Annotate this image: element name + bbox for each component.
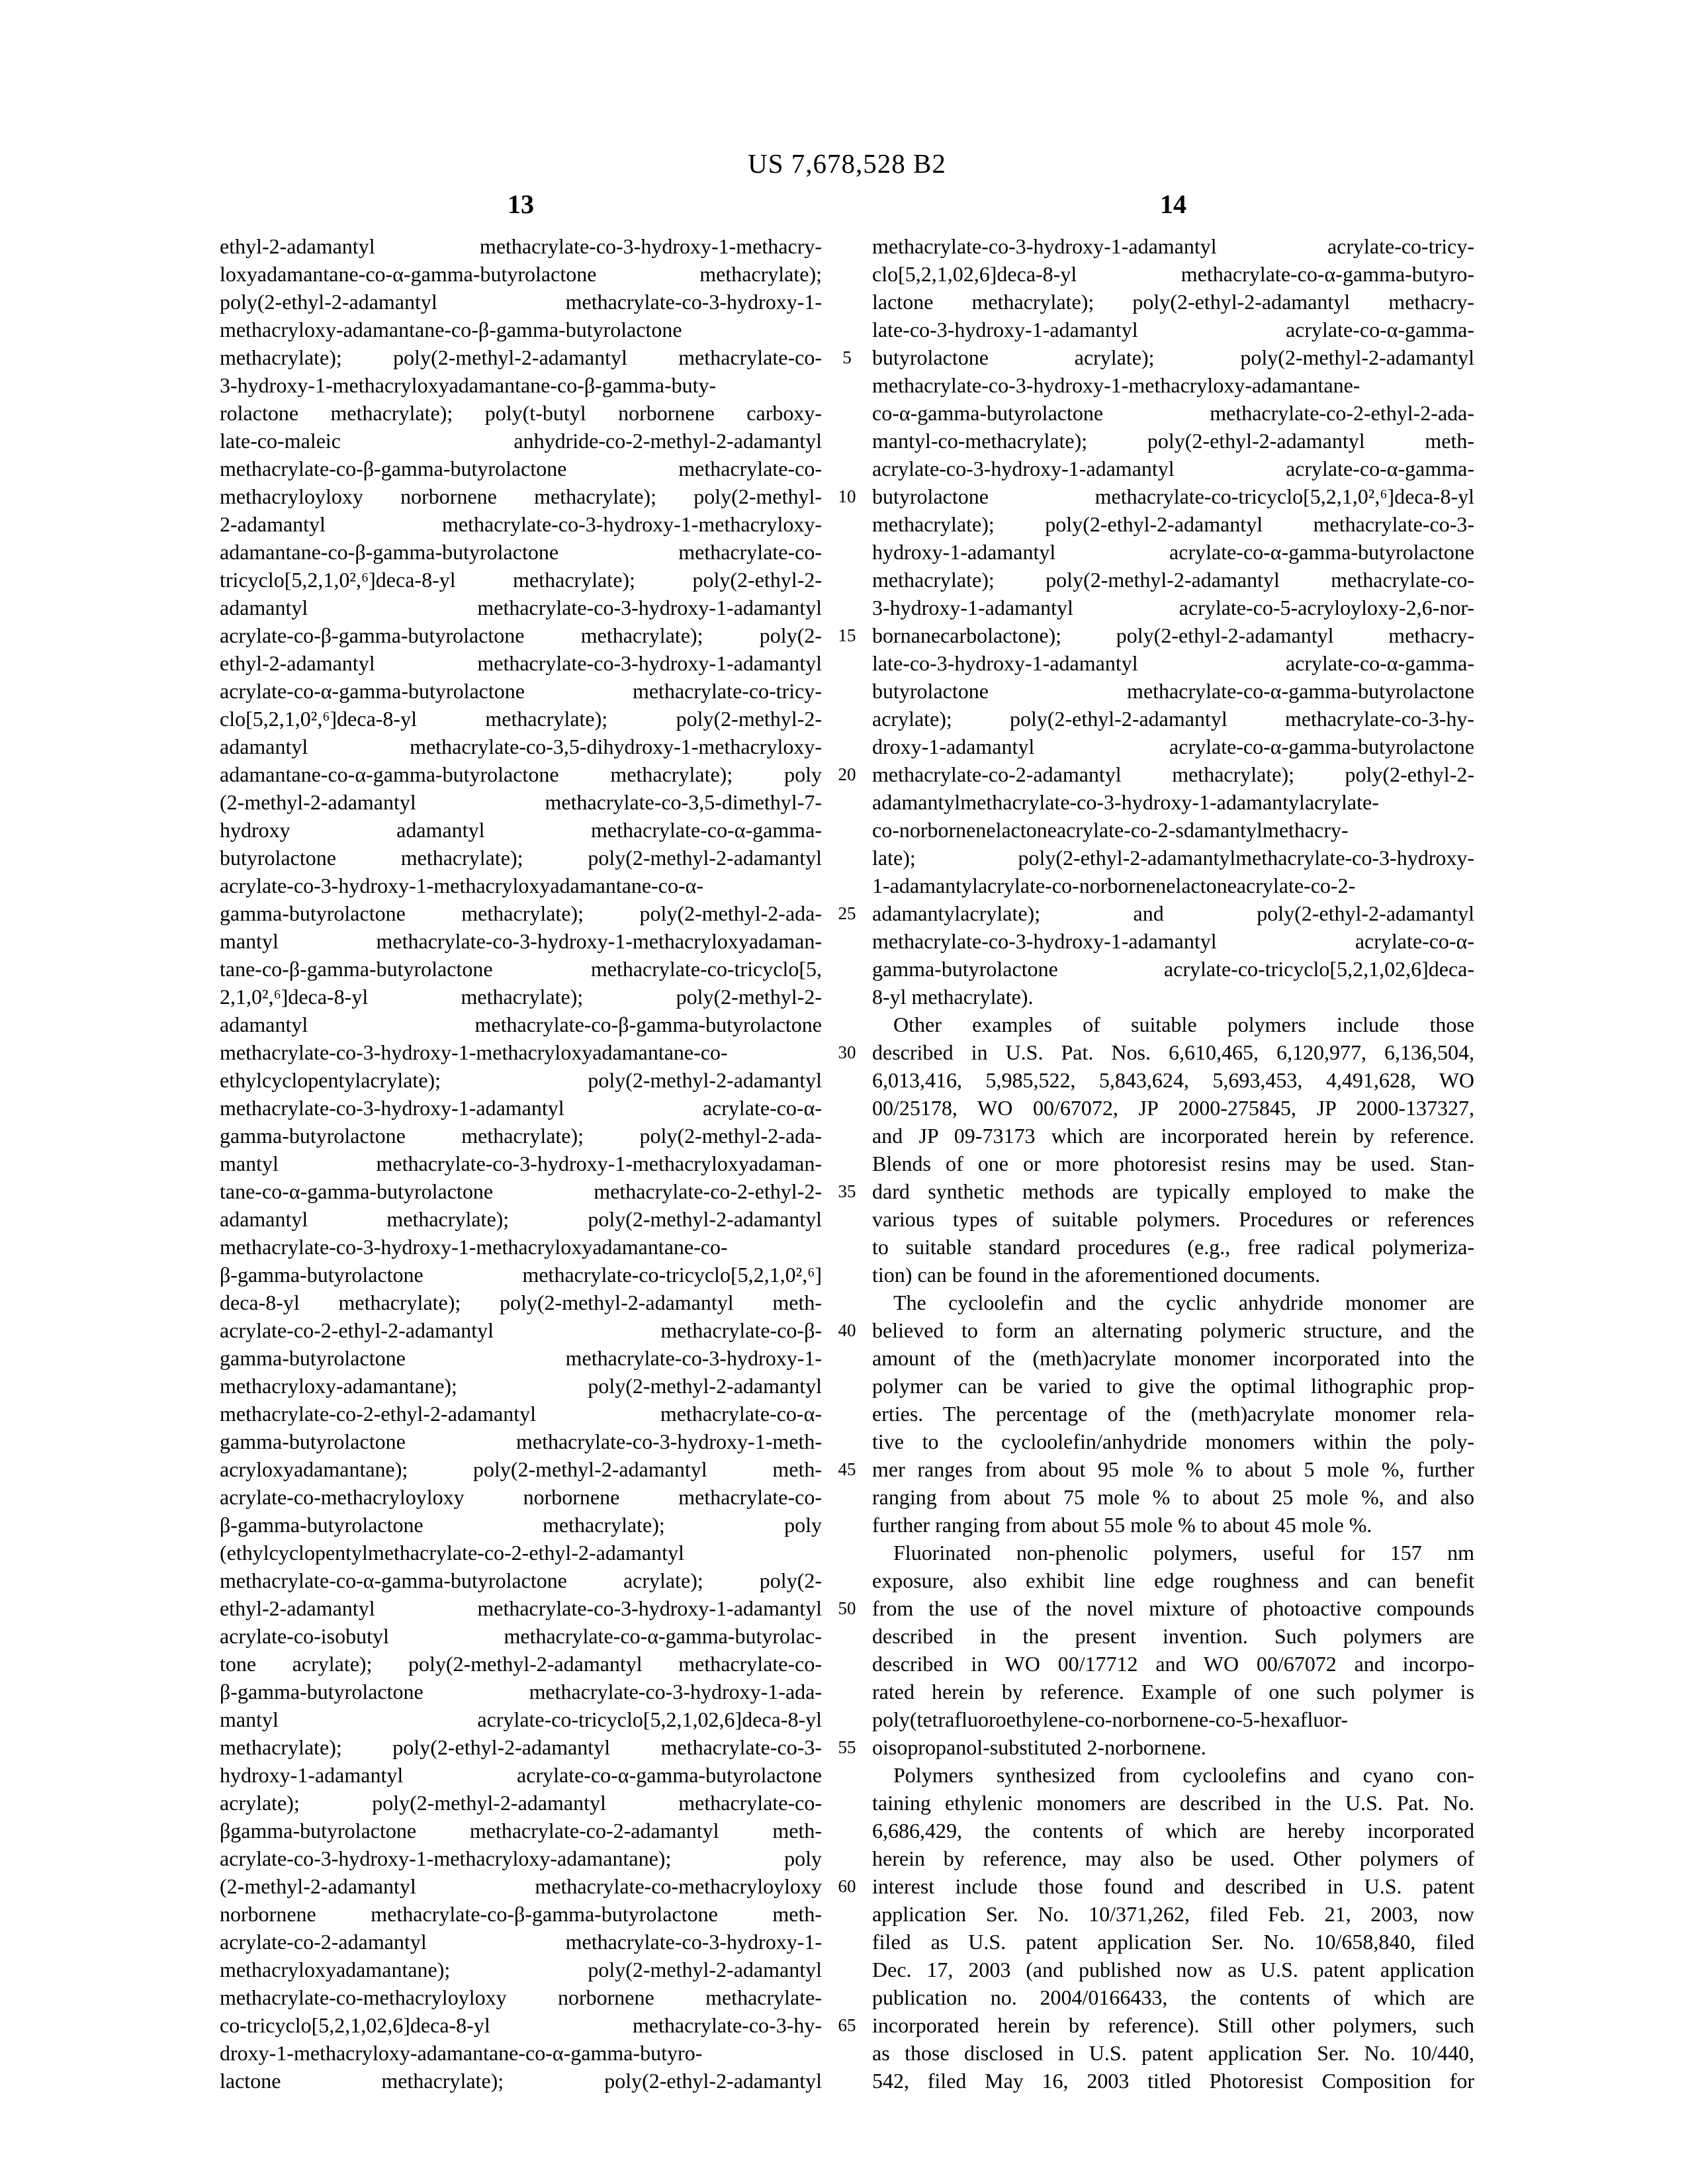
text-line: Polymers synthesized from cycloolefins and cyano con- xyxy=(872,1763,1474,1787)
line-number xyxy=(822,455,872,482)
text-line: ethyl-2-adamantyl methacrylate-co-3-hydroxy-1-methacry- xyxy=(220,234,822,258)
text-line: clo[5,2,1,0²,⁶]deca-8-yl methacrylate); poly(2-methyl-2- xyxy=(220,707,822,731)
line-number: 20 xyxy=(838,764,856,784)
line-number: 65 xyxy=(838,2015,856,2035)
text-line: described in U.S. Pat. Nos. 6,610,465, 6,120,977, 6,136,504, xyxy=(872,1040,1474,1064)
line-number xyxy=(822,1900,872,1928)
line-number xyxy=(822,1539,872,1567)
text-line: adamantyl methacrylate-co-3-hydroxy-1-adamantyl xyxy=(220,596,822,619)
column-number-14: 14 xyxy=(1160,189,1186,219)
line-number xyxy=(822,1956,872,1983)
line-number xyxy=(822,1011,872,1038)
text-line: mantyl acrylate-co-tricyclo[5,2,1,02,6]deca-8-yl xyxy=(220,1707,822,1731)
line-number xyxy=(822,788,872,816)
line-number xyxy=(822,1650,872,1678)
text-line: droxy-1-adamantyl acrylate-co-α-gamma-butyrolactone xyxy=(872,735,1474,758)
text-line: mantyl methacrylate-co-3-hydroxy-1-methacryloxyadaman- xyxy=(220,1152,822,1175)
text-line: acrylate-co-3-hydroxy-1-methacryloxy-adamantane); poly xyxy=(220,1846,822,1870)
text-line: Other examples of suitable polymers include those xyxy=(872,1013,1474,1036)
text-line: 6,686,429, the contents of which are hereby incorporated xyxy=(872,1819,1474,1843)
text-line: ranging from about 75 mole % to about 25 mole %, and also xyxy=(872,1485,1474,1509)
line-number xyxy=(822,1066,872,1094)
text-line: application Ser. No. 10/371,262, filed Feb. 21, 2003, now xyxy=(872,1902,1474,1926)
text-line: adamantane-co-β-gamma-butyrolactone methacrylate-co- xyxy=(220,540,822,564)
text-line: exposure, also exhibit line edge roughness and can benefit xyxy=(872,1569,1474,1592)
text-line: β-gamma-butyrolactone methacrylate-co-3-hydroxy-1-ada- xyxy=(220,1680,822,1704)
text-line: acrylate); poly(2-ethyl-2-adamantyl methacrylate-co-3-hy- xyxy=(872,707,1474,731)
line-number-gutter xyxy=(822,232,872,2095)
text-line: The cycloolefin and the cyclic anhydride monomer are xyxy=(872,1291,1474,1314)
text-line: Dec. 17, 2003 (and published now as U.S. patent application xyxy=(872,1958,1474,1981)
text-line: deca-8-yl methacrylate); poly(2-methyl-2-adamantyl meth- xyxy=(220,1291,822,1314)
text-line: hydroxy-1-adamantyl acrylate-co-α-gamma-butyrolactone xyxy=(872,540,1474,564)
text-line: loxyadamantane-co-α-gamma-butyrolactone methacrylate); xyxy=(220,262,822,286)
line-number: 50 xyxy=(838,1598,856,1618)
line-number xyxy=(822,983,872,1011)
line-number xyxy=(822,1344,872,1372)
text-line: butyrolactone acrylate); poly(2-methyl-2-adamantyl xyxy=(872,345,1474,369)
text-line: butyrolactone methacrylate); poly(2-methyl-2-adamantyl xyxy=(220,846,822,870)
text-line: various types of suitable polymers. Procedures or references xyxy=(872,1207,1474,1231)
line-number xyxy=(822,733,872,760)
text-line: norbornene methacrylate-co-β-gamma-butyrolactone meth- xyxy=(220,1902,822,1926)
text-line: methacrylate-co-3-hydroxy-1-methacryloxy-adamantane- xyxy=(872,373,1360,397)
line-number: 5 xyxy=(842,347,852,367)
text-line: clo[5,2,1,02,6]deca-8-yl methacrylate-co-α-gamma-butyro- xyxy=(872,262,1474,286)
line-number xyxy=(822,594,872,621)
text-line: acrylate-co-methacryloyloxy norbornene methacrylate-co- xyxy=(220,1485,822,1509)
text-line: methacrylate-co-β-gamma-butyrolactone methacrylate-co- xyxy=(220,457,822,480)
text-line: adamantyl methacrylate-co-β-gamma-butyrolactone xyxy=(220,1013,822,1036)
line-number xyxy=(822,1094,872,1122)
text-line: erties. The percentage of the (meth)acrylate monomer rela- xyxy=(872,1402,1474,1426)
text-line: methacrylate-co-3-hydroxy-1-adamantyl acrylate-co-tricy- xyxy=(872,234,1474,258)
line-number xyxy=(822,1928,872,1956)
line-number xyxy=(822,1761,872,1789)
text-line: Fluorinated non-phenolic polymers, useful for 157 nm xyxy=(872,1541,1474,1565)
line-number xyxy=(822,1400,872,1428)
text-line: rolactone methacrylate); poly(t-butyl norbornene carboxy- xyxy=(220,401,822,425)
text-line: tion) can be found in the aforementioned documents. xyxy=(872,1263,1321,1287)
text-line: late-co-3-hydroxy-1-adamantyl acrylate-co-α-gamma- xyxy=(872,318,1474,341)
line-number xyxy=(822,1983,872,2011)
text-line: methacrylate-co-methacryloyloxy norbornene methacrylate- xyxy=(220,1985,822,2009)
text-line: oisopropanol-substituted 2-norbornene. xyxy=(872,1735,1206,1759)
text-line: 6,013,416, 5,985,522, 5,843,624, 5,693,453, 4,491,628, WO xyxy=(872,1068,1474,1092)
text-line: methacrylate); poly(2-ethyl-2-adamantyl methacrylate-co-3- xyxy=(220,1735,822,1759)
line-number: 55 xyxy=(838,1737,856,1757)
text-line: gamma-butyrolactone methacrylate); poly(2-methyl-2-ada- xyxy=(220,901,822,925)
text-line: Blends of one or more photoresist resins may be used. Stan- xyxy=(872,1152,1474,1175)
line-number xyxy=(822,1511,872,1539)
text-line: gamma-butyrolactone methacrylate-co-3-hydroxy-1- xyxy=(220,1346,822,1370)
text-line: butyrolactone methacrylate-co-tricyclo[5,2,1,0²,⁶]deca-8-yl xyxy=(872,484,1474,508)
text-line: methacryloxyadamantane); poly(2-methyl-2-adamantyl xyxy=(220,1958,822,1981)
line-number xyxy=(822,538,872,566)
text-line: ethylcyclopentylacrylate); poly(2-methyl-2-adamantyl xyxy=(220,1068,822,1092)
patent-number-header: US 7,678,528 B2 xyxy=(748,148,946,179)
line-number: 35 xyxy=(838,1181,856,1201)
line-number xyxy=(822,1622,872,1650)
line-number xyxy=(822,1122,872,1150)
text-line: mantyl-co-methacrylate); poly(2-ethyl-2-adamantyl meth- xyxy=(872,429,1474,453)
text-line: herein by reference, may also be used. Other polymers of xyxy=(872,1846,1474,1870)
text-line: ethyl-2-adamantyl methacrylate-co-3-hydroxy-1-adamantyl xyxy=(220,1596,822,1620)
line-number xyxy=(822,316,872,343)
text-line: 00/25178, WO 00/67072, JP 2000-275845, JP 2000-137327, xyxy=(872,1096,1474,1120)
text-line: 3-hydroxy-1-adamantyl acrylate-co-5-acryloyloxy-2,6-nor- xyxy=(872,596,1474,619)
line-number xyxy=(822,844,872,872)
line-number: 10 xyxy=(838,486,856,506)
text-line: 2,1,0²,⁶]deca-8-yl methacrylate); poly(2-methyl-2- xyxy=(220,985,822,1009)
text-line: methacryloxy-adamantane-co-β-gamma-butyrolactone xyxy=(220,318,682,341)
column-14-text xyxy=(872,232,1474,2095)
line-number xyxy=(822,955,872,983)
text-line: to suitable standard procedures (e.g., free radical polymeriza- xyxy=(872,1235,1474,1259)
line-number: 30 xyxy=(838,1042,856,1062)
text-line: filed as U.S. patent application Ser. No. 10/658,840, filed xyxy=(872,1930,1474,1954)
line-number xyxy=(822,1205,872,1233)
text-line: ethyl-2-adamantyl methacrylate-co-3-hydroxy-1-adamantyl xyxy=(220,651,822,675)
text-line: mantyl methacrylate-co-3-hydroxy-1-methacryloxyadaman- xyxy=(220,929,822,953)
line-number: 40 xyxy=(838,1320,856,1340)
line-number xyxy=(822,2067,872,2095)
text-line: tane-co-α-gamma-butyrolactone methacrylate-co-2-ethyl-2- xyxy=(220,1179,822,1203)
line-number: 45 xyxy=(838,1459,856,1479)
text-line: (2-methyl-2-adamantyl methacrylate-co-methacryloyloxy xyxy=(220,1874,822,1898)
text-line: tane-co-β-gamma-butyrolactone methacrylate-co-tricyclo[5, xyxy=(220,957,822,981)
text-line: late-co-3-hydroxy-1-adamantyl acrylate-co-α-gamma- xyxy=(872,651,1474,675)
text-line: acrylate-co-3-hydroxy-1-adamantyl acrylate-co-α-gamma- xyxy=(872,457,1474,480)
text-line: bornanecarbolactone); poly(2-ethyl-2-adamantyl methacry- xyxy=(872,623,1474,647)
text-line: mer ranges from about 95 mole % to about 5 mole %, further xyxy=(872,1457,1474,1481)
text-line: described in the present invention. Such polymers are xyxy=(872,1624,1474,1648)
text-line: adamantyl methacrylate); poly(2-methyl-2-adamantyl xyxy=(220,1207,822,1231)
line-number xyxy=(822,1789,872,1817)
text-line: methacrylate-co-3-hydroxy-1-methacryloxyadamantane-co- xyxy=(220,1040,728,1064)
text-line: tone acrylate); poly(2-methyl-2-adamantyl methacrylate-co- xyxy=(220,1652,822,1676)
line-number xyxy=(822,1233,872,1261)
text-line: methacryloxy-adamantane); poly(2-methyl-2-adamantyl xyxy=(220,1374,822,1398)
text-line: acrylate-co-isobutyl methacrylate-co-α-gamma-butyrolac- xyxy=(220,1624,822,1648)
text-line: acrylate-co-2-adamantyl methacrylate-co-3-hydroxy-1- xyxy=(220,1930,822,1954)
text-line: and JP 09-73173 which are incorporated herein by reference. xyxy=(872,1124,1474,1148)
text-line: acrylate-co-2-ethyl-2-adamantyl methacrylate-co-β- xyxy=(220,1318,822,1342)
text-line: methacryloyloxy norbornene methacrylate); poly(2-methyl- xyxy=(220,484,822,508)
text-line: adamantylacrylate); and poly(2-ethyl-2-adamantyl xyxy=(872,901,1474,925)
text-line: βgamma-butyrolactone methacrylate-co-2-adamantyl meth- xyxy=(220,1819,822,1843)
text-line: 1-adamantylacrylate-co-norbornenelactoneacrylate-co-2- xyxy=(872,874,1356,897)
text-line: methacrylate-co-3-hydroxy-1-methacryloxyadamantane-co- xyxy=(220,1235,728,1259)
line-number xyxy=(822,677,872,705)
line-number xyxy=(822,649,872,677)
text-line: 3-hydroxy-1-methacryloxyadamantane-co-β-gamma-buty- xyxy=(220,373,717,397)
text-line: amount of the (meth)acrylate monomer incorporated into the xyxy=(872,1346,1474,1370)
text-line: described in WO 00/17712 and WO 00/67072 and incorpo- xyxy=(872,1652,1474,1676)
text-line: acrylate-co-β-gamma-butyrolactone methacrylate); poly(2- xyxy=(220,623,822,647)
text-line: as those disclosed in U.S. patent application Ser. No. 10/440, xyxy=(872,2041,1474,2065)
line-number xyxy=(822,816,872,844)
line-number xyxy=(822,260,872,288)
line-number xyxy=(822,1844,872,1872)
line-number xyxy=(822,510,872,538)
text-line: co-α-gamma-butyrolactone methacrylate-co-2-ethyl-2-ada- xyxy=(872,401,1474,425)
text-line: adamantane-co-α-gamma-butyrolactone methacrylate); poly xyxy=(220,762,822,786)
text-line: late-co-maleic anhydride-co-2-methyl-2-adamantyl xyxy=(220,429,822,453)
column-13-text xyxy=(220,232,822,2095)
text-line: β-gamma-butyrolactone methacrylate); poly xyxy=(220,1513,822,1537)
text-line: further ranging from about 55 mole % to about 45 mole %. xyxy=(872,1513,1372,1537)
line-number xyxy=(822,288,872,316)
text-line: methacrylate-co-2-ethyl-2-adamantyl methacrylate-co-α- xyxy=(220,1402,822,1426)
text-line: believed to form an alternating polymeric structure, and the xyxy=(872,1318,1474,1342)
text-line: butyrolactone methacrylate-co-α-gamma-butyrolactone xyxy=(872,679,1474,703)
text-line: publication no. 2004/0166433, the contents of which are xyxy=(872,1985,1474,2009)
text-line: gamma-butyrolactone methacrylate-co-3-hydroxy-1-meth- xyxy=(220,1430,822,1453)
line-number xyxy=(822,1150,872,1177)
text-line: β-gamma-butyrolactone methacrylate-co-tricyclo[5,2,1,0²,⁶] xyxy=(220,1263,822,1287)
line-number: 15 xyxy=(838,625,856,645)
line-number xyxy=(822,1289,872,1316)
text-line: 542, filed May 16, 2003 titled Photoresist Composition for xyxy=(872,2069,1474,2093)
line-number xyxy=(822,1428,872,1455)
line-number xyxy=(822,2039,872,2067)
text-line: poly(2-ethyl-2-adamantyl methacrylate-co-3-hydroxy-1- xyxy=(220,290,822,314)
line-number xyxy=(822,232,872,260)
line-number xyxy=(822,872,872,899)
text-line: (ethylcyclopentylmethacrylate-co-2-ethyl-2-adamantyl xyxy=(220,1541,684,1565)
text-line: methacrylate-co-3-hydroxy-1-adamantyl acrylate-co-α- xyxy=(220,1096,822,1120)
text-line: gamma-butyrolactone acrylate-co-tricyclo[5,2,1,02,6]deca- xyxy=(872,957,1474,981)
line-number xyxy=(822,427,872,455)
text-line: (2-methyl-2-adamantyl methacrylate-co-3,5-dimethyl-7- xyxy=(220,790,822,814)
text-line: lactone methacrylate); poly(2-ethyl-2-adamantyl xyxy=(220,2069,822,2093)
text-line: taining ethylenic monomers are described in the U.S. Pat. No. xyxy=(872,1791,1474,1815)
line-number xyxy=(822,371,872,399)
column-number-13: 13 xyxy=(508,189,534,219)
text-line: methacrylate-co-3-hydroxy-1-adamantyl acrylate-co-α- xyxy=(872,929,1474,953)
line-number xyxy=(822,1678,872,1706)
text-line: adamantylmethacrylate-co-3-hydroxy-1-adamantylacrylate- xyxy=(872,790,1379,814)
text-line: acrylate-co-3-hydroxy-1-methacryloxyadamantane-co-α- xyxy=(220,874,704,897)
line-number xyxy=(822,1706,872,1733)
text-line: acrylate-co-α-gamma-butyrolactone methacrylate-co-tricy- xyxy=(220,679,822,703)
text-line: hydroxy-1-adamantyl acrylate-co-α-gamma-butyrolactone xyxy=(220,1763,822,1787)
text-line: lactone methacrylate); poly(2-ethyl-2-adamantyl methacry- xyxy=(872,290,1474,314)
line-number xyxy=(822,705,872,733)
text-line: acrylate); poly(2-methyl-2-adamantyl methacrylate-co- xyxy=(220,1791,822,1815)
text-line: methacrylate); poly(2-ethyl-2-adamantyl methacrylate-co-3- xyxy=(872,512,1474,536)
text-line: hydroxy adamantyl methacrylate-co-α-gamma- xyxy=(220,818,822,842)
text-line: co-tricyclo[5,2,1,02,6]deca-8-yl methacrylate-co-3-hy- xyxy=(220,2013,822,2037)
text-line: co-norbornenelactoneacrylate-co-2-sdamantylmethacry- xyxy=(872,818,1349,842)
text-line: methacrylate); poly(2-methyl-2-adamantyl methacrylate-co- xyxy=(872,568,1474,592)
line-number xyxy=(822,1817,872,1844)
line-number: 25 xyxy=(838,903,856,923)
line-number xyxy=(822,1261,872,1289)
text-line: tive to the cycloolefin/anhydride monomers within the poly- xyxy=(872,1430,1474,1453)
line-number xyxy=(822,399,872,427)
text-line: 8-yl methacrylate). xyxy=(872,985,1034,1009)
text-line: gamma-butyrolactone methacrylate); poly(2-methyl-2-ada- xyxy=(220,1124,822,1148)
text-line: late); poly(2-ethyl-2-adamantylmethacrylate-co-3-hydroxy- xyxy=(872,846,1474,870)
text-line: 2-adamantyl methacrylate-co-3-hydroxy-1-methacryloxy- xyxy=(220,512,822,536)
text-line: tricyclo[5,2,1,0²,⁶]deca-8-yl methacrylate); poly(2-ethyl-2- xyxy=(220,568,822,592)
text-line: interest include those found and described in U.S. patent xyxy=(872,1874,1474,1898)
text-line: methacrylate); poly(2-methyl-2-adamantyl methacrylate-co- xyxy=(220,345,822,369)
text-line: polymer can be varied to give the optimal lithographic prop- xyxy=(872,1374,1474,1398)
line-number: 60 xyxy=(838,1876,856,1896)
line-number xyxy=(822,566,872,594)
text-line: dard synthetic methods are typically employed to make the xyxy=(872,1179,1474,1203)
text-line: methacrylate-co-α-gamma-butyrolactone acrylate); poly(2- xyxy=(220,1569,822,1592)
line-number xyxy=(822,1567,872,1594)
text-line: adamantyl methacrylate-co-3,5-dihydroxy-1-methacryloxy- xyxy=(220,735,822,758)
text-line: poly(tetrafluoroethylene-co-norbornene-co-5-hexafluor- xyxy=(872,1707,1349,1731)
text-line: incorporated herein by reference). Still other polymers, such xyxy=(872,2013,1474,2037)
line-number xyxy=(822,1372,872,1400)
text-line: acryloxyadamantane); poly(2-methyl-2-adamantyl meth- xyxy=(220,1457,822,1481)
text-line: rated herein by reference. Example of one such polymer is xyxy=(872,1680,1474,1704)
line-number xyxy=(822,927,872,955)
line-number xyxy=(822,1483,872,1511)
text-line: from the use of the novel mixture of photoactive compounds xyxy=(872,1596,1474,1620)
text-line: methacrylate-co-2-adamantyl methacrylate); poly(2-ethyl-2- xyxy=(872,762,1474,786)
text-line: droxy-1-methacryloxy-adamantane-co-α-gamma-butyro- xyxy=(220,2041,703,2065)
